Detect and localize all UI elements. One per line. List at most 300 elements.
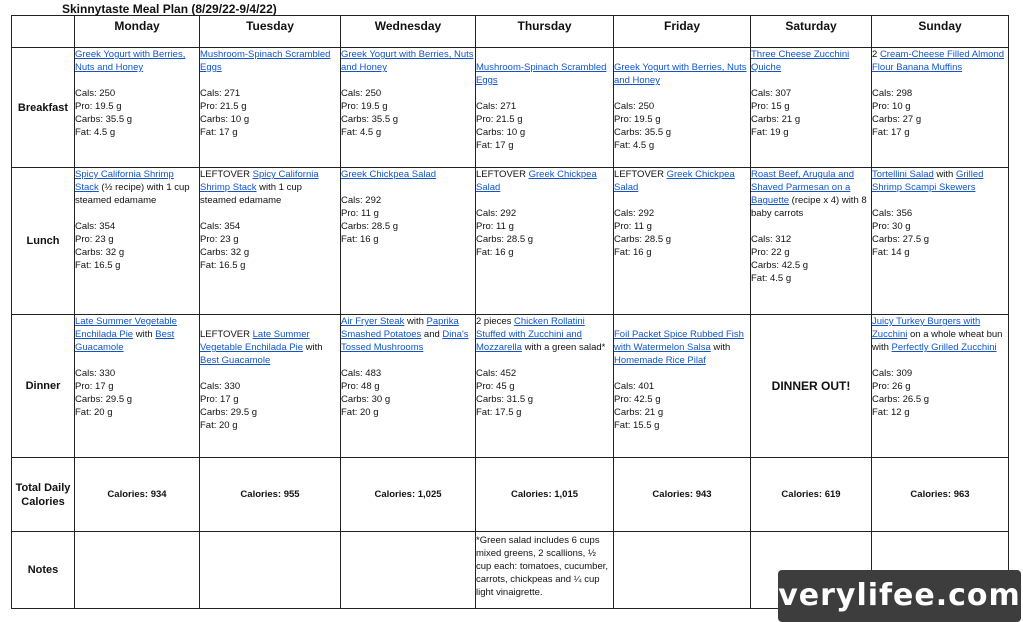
spacer [75,207,199,220]
lunch-cell [200,168,341,315]
cell-text: Fat: 17 g [200,127,238,138]
cell-line [751,48,871,74]
daily-total: Calories: 963 [872,458,1009,532]
breakfast-cell [200,48,341,168]
cell-line [200,259,340,272]
cell-text: Carbs: 29.5 g [75,394,133,405]
cell-text: Pro: 26 g [872,381,911,392]
lunch-cell [75,168,200,315]
recipe-link[interactable]: Roast Beef, Arugula and Shaved Parmesan on a Baguette [751,169,854,206]
cell-line [341,220,475,233]
breakfast-cell [614,48,751,168]
daily-total: Calories: 1,025 [341,458,476,532]
cell-text: Fat: 16 g [341,234,379,245]
day-header-monday [75,16,200,48]
cell-text: Fat: 20 g [200,420,238,431]
spacer [200,367,340,380]
cell-text: Cals: 292 [614,208,655,219]
recipe-link[interactable]: Foil Packet Spice Rubbed Fish with Watermelon Salsa [614,329,744,353]
cell-text: Fat: 17.5 g [476,407,522,418]
recipe-link[interactable]: Greek Chickpea Salad [614,169,735,193]
recipe-link[interactable]: Best Guacamole [75,329,175,353]
cell-line [614,126,750,139]
cell-text: with [933,169,956,180]
recipe-link[interactable]: Tortellini Salad [872,169,934,180]
cell-line [872,126,1008,139]
recipe-link[interactable]: Grilled Shrimp Scampi Skewers [872,169,984,193]
cell-text: Carbs: 28.5 g [614,234,672,245]
cell-text: Cals: 356 [872,208,913,219]
spacer [476,87,613,100]
cell-line [872,220,1008,233]
cell-line [476,220,613,233]
cell-text: Cals: 309 [872,368,913,379]
cell-text: Cals: 250 [614,101,655,112]
recipe-link[interactable]: Air Fryer Steak [341,316,405,327]
watermark-logo: verylifee.com [778,570,1021,622]
cell-text: Pro: 21.5 g [476,114,523,125]
day-header-wednesday [341,16,476,48]
cell-text: Fat: 4.5 g [341,127,382,138]
dinner-cell [751,315,872,458]
cell-text: Cals: 250 [341,88,382,99]
cell-line [75,126,199,139]
cell-text: Pro: 21.5 g [200,101,247,112]
cell-line [872,406,1008,419]
dinner-cell [872,315,1009,458]
cell-text: Pro: 22 g [751,247,790,258]
recipe-link[interactable]: Greek Chickpea Salad [341,169,437,180]
cell-line [75,168,199,207]
page-title: Skinnytaste Meal Plan (8/29/22-9/4/22) [62,2,277,16]
cell-line [614,406,750,419]
dinner-out-label: DINNER OUT! [771,378,851,393]
cell-line [341,194,475,207]
cell-text: Carbs: 28.5 g [476,234,534,245]
spacer [341,354,475,367]
cell-line [872,393,1008,406]
day-header-tuesday [200,16,341,48]
spacer [200,315,340,328]
cell-line [75,220,199,233]
cell-line [614,233,750,246]
cell-line [614,246,750,259]
lunch-row [12,168,1009,315]
cell-line [872,246,1008,259]
breakfast-cell [872,48,1009,168]
cell-line [751,87,871,100]
cell-line [200,393,340,406]
recipe-link[interactable]: Late Summer Vegetable Enchilada Pie [200,329,310,353]
cell-line [200,328,340,367]
day-label: Tuesday [246,19,294,33]
cell-line [75,259,199,272]
cell-line [614,100,750,113]
meal-plan-table [11,15,1009,609]
cell-line [872,367,1008,380]
recipe-link[interactable]: Chicken Rollatini Stuffed with Zucchini and Mozzarella [476,316,585,353]
cell-text: Fat: 20 g [341,407,379,418]
recipe-link[interactable]: Dina's Tossed Mushrooms [341,329,469,353]
cell-line [614,207,750,220]
cell-line [341,87,475,100]
cell-text: with [133,329,156,340]
cell-text: Carbs: 35.5 g [614,127,672,138]
spacer [614,194,750,207]
spacer [872,354,1008,367]
note-cell [341,532,476,609]
cell-text: Pro: 48 g [341,381,380,392]
row-label-lunch: Lunch [12,168,75,315]
cell-line [751,259,871,272]
cell-text: Carbs: 32 g [200,247,250,258]
cell-line [476,233,613,246]
cell-text: Carbs: 27 g [872,114,922,125]
cell-text: Pro: 19.5 g [614,114,661,125]
cell-line [751,100,871,113]
recipe-link[interactable]: Three Cheese Zucchini Quiche [751,49,850,73]
breakfast-cell [75,48,200,168]
cell-text: Pro: 30 g [872,221,911,232]
cell-line [476,207,613,220]
cell-text: Cals: 250 [75,88,116,99]
spacer [200,207,340,220]
cell-line [75,246,199,259]
cell-text: Carbs: 28.5 g [341,221,399,232]
cell-text: Pro: 11 g [614,221,652,232]
cell-line [476,61,613,87]
cell-text: and [421,329,443,340]
row-label-total: Total Daily Calories [12,458,75,532]
cell-line [872,233,1008,246]
row-label-dinner: Dinner [12,315,75,458]
day-label: Wednesday [374,19,442,33]
cell-line [75,315,199,354]
cell-line [341,113,475,126]
breakfast-cell [341,48,476,168]
dinner-cell [341,315,476,458]
spacer [751,220,871,233]
cell-line [614,220,750,233]
cell-text: Cals: 330 [200,381,241,392]
daily-total: Calories: 955 [200,458,341,532]
cell-line [341,315,475,354]
cell-text: with a green salad* [521,342,606,353]
daily-total: Calories: 619 [751,458,872,532]
recipe-link[interactable]: Mushroom-Spinach Scrambled Eggs [200,49,331,73]
recipe-link[interactable]: Greek Yogurt with Berries, Nuts and Honey [614,62,747,86]
recipe-link[interactable]: Perfectly Grilled Zucchini [891,342,997,353]
note-cell [614,532,751,609]
cell-line [872,113,1008,126]
cell-line [200,87,340,100]
cell-text: Fat: 19 g [751,127,789,138]
cell-text: with [710,342,731,353]
day-label: Monday [114,19,160,33]
cell-text: Fat: 15.5 g [614,420,660,431]
cell-text: Pro: 45 g [476,381,515,392]
recipe-link[interactable]: Paprika Smashed Potatoes [341,316,459,340]
cell-line [476,246,613,259]
cell-line [341,168,475,181]
cell-text: Carbs: 31.5 g [476,394,534,405]
cell-line [872,380,1008,393]
cell-text: Cals: 292 [476,208,517,219]
spacer [200,74,340,87]
recipe-link[interactable]: Spicy California Shrimp Stack [75,169,174,193]
cell-line [751,233,871,246]
cell-line [872,315,1008,354]
cell-line [200,113,340,126]
cell-line [751,113,871,126]
spacer [476,48,613,61]
cell-line [75,393,199,406]
cell-text: Fat: 4.5 g [75,127,116,138]
note-cell: *Green salad includes 6 cups mixed greens, 2 scallions, ½ cup each: tomatoes, cucumber, carrots, chickpeas and ¼ cup light vinaigrette. [476,532,614,609]
cell-text: Carbs: 10 g [200,114,250,125]
cell-line [476,139,613,152]
cell-text: Carbs: 35.5 g [75,114,133,125]
cell-text: Cals: 307 [751,88,792,99]
cell-text: Fat: 16.5 g [200,260,246,271]
cell-text: with [404,316,427,327]
day-label: Friday [663,19,700,33]
cell-text: Carbs: 30 g [341,394,391,405]
cell-line [614,380,750,393]
cell-text: Carbs: 27.5 g [872,234,930,245]
cell-text: Carbs: 21 g [751,114,801,125]
cell-line [614,168,750,194]
cell-text: Pro: 15 g [751,101,790,112]
cell-line [341,393,475,406]
breakfast-cell [476,48,614,168]
spacer [614,367,750,380]
cell-line [476,367,613,380]
recipe-link[interactable]: Late Summer Vegetable Enchilada Pie [75,316,177,340]
cell-line [200,406,340,419]
spacer [341,181,475,194]
cell-line [872,100,1008,113]
recipe-link[interactable]: Best Guacamole [200,355,271,366]
recipe-link[interactable]: Greek Yogurt with Berries, Nuts and Honey [341,49,474,73]
cell-line [341,380,475,393]
cell-text: Carbs: 10 g [476,127,526,138]
cell-text: Carbs: 32 g [75,247,125,258]
cell-text: Carbs: 21 g [614,407,664,418]
cell-text: Fat: 16 g [614,247,652,258]
cell-text: Pro: 23 g [200,234,239,245]
cell-line [200,48,340,74]
cell-line [75,87,199,100]
cell-text: Cals: 271 [200,88,241,99]
lunch-cell [872,168,1009,315]
cell-line [476,406,613,419]
daily-total: Calories: 934 [75,458,200,532]
cell-line [872,48,1008,74]
lunch-cell [476,168,614,315]
cell-text: Cals: 483 [341,368,382,379]
day-header-sunday [872,16,1009,48]
day-label: Thursday [517,19,572,33]
spacer [476,194,613,207]
cell-text: Carbs: 29.5 g [200,407,258,418]
cell-text: Carbs: 42.5 g [751,260,809,271]
cell-text: Fat: 4.5 g [614,140,655,151]
cell-text: Fat: 17 g [872,127,910,138]
note-cell [75,532,200,609]
cell-text: Fat: 4.5 g [751,273,792,284]
cell-text: LEFTOVER [476,169,529,180]
cell-text: Cals: 298 [872,88,913,99]
cell-line [476,100,613,113]
cell-line [341,207,475,220]
dinner-cell [200,315,341,458]
cell-text: Cals: 271 [476,101,517,112]
cell-line [341,100,475,113]
cell-line [751,126,871,139]
spacer [75,354,199,367]
dinner-cell [75,315,200,458]
cell-line [614,328,750,367]
day-header-friday [614,16,751,48]
cell-text: Cals: 354 [75,221,116,232]
cell-text: (½ recipe) with 1 cup steamed edamame [75,182,190,206]
breakfast-row [12,48,1009,168]
cell-text: Cals: 401 [614,381,655,392]
recipe-link[interactable]: Mushroom-Spinach Scrambled Eggs [476,62,607,86]
cell-text: (recipe x 4) with 8 baby carrots [751,195,867,219]
recipe-link[interactable]: Spicy California Shrimp Stack [200,169,319,193]
cell-line [872,87,1008,100]
cell-text: Pro: 19.5 g [341,101,388,112]
day-label: Sunday [918,19,962,33]
cell-text: Cals: 292 [341,195,382,206]
cell-line [751,246,871,259]
cell-line [476,126,613,139]
cell-text: Carbs: 26.5 g [872,394,930,405]
recipe-link[interactable]: Greek Yogurt with Berries, Nuts and Honey [75,49,186,73]
day-label: Saturday [785,19,837,33]
dinner-row [12,315,1009,458]
recipe-link[interactable]: Cream-Cheese Filled Almond Flour Banana Muffins [872,49,1005,73]
recipe-link[interactable]: Homemade Rice Pilaf [614,355,706,366]
cell-text: 2 pieces [476,316,515,327]
cell-text: with [303,342,323,353]
cell-line [75,380,199,393]
cell-line [614,419,750,432]
cell-line [75,367,199,380]
cell-text: Fat: 16.5 g [75,260,121,271]
daily-total: Calories: 943 [614,458,751,532]
total-calories-row [12,458,1009,532]
cell-text: on a whole wheat bun with [872,329,1003,353]
cell-text: Pro: 42.5 g [614,394,661,405]
recipe-link[interactable]: Greek Chickpea Salad [476,169,597,193]
cell-line [75,113,199,126]
cell-text: 2 [872,49,880,60]
cell-line [200,419,340,432]
cell-line [341,367,475,380]
cell-text: Cals: 330 [75,368,116,379]
recipe-link[interactable]: Juicy Turkey Burgers with Zucchini [872,316,981,340]
cell-line [75,406,199,419]
note-cell [200,532,341,609]
cell-text: Fat: 17 g [476,140,514,151]
cell-line [341,126,475,139]
cell-line [75,233,199,246]
cell-line [614,393,750,406]
lunch-cell [614,168,751,315]
cell-line [341,233,475,246]
cell-text: Cals: 452 [476,368,517,379]
day-header-saturday [751,16,872,48]
cell-line [872,207,1008,220]
cell-line [200,233,340,246]
cell-line [200,100,340,113]
cell-line [200,380,340,393]
cell-text: Pro: 19.5 g [75,101,122,112]
cell-text: LEFTOVER [614,169,667,180]
cell-text: Cals: 354 [200,221,241,232]
dinner-cell [614,315,751,458]
spacer [476,354,613,367]
day-header-thursday [476,16,614,48]
cell-line [614,61,750,87]
cell-line [614,139,750,152]
spacer [872,74,1008,87]
cell-text: Pro: 23 g [75,234,114,245]
cell-line [476,168,613,194]
cell-line [872,168,1008,194]
cell-text: LEFTOVER [200,329,253,340]
lunch-cell [341,168,476,315]
cell-line [614,113,750,126]
spacer [614,48,750,61]
cell-line [476,380,613,393]
spacer [872,194,1008,207]
cell-line [75,48,199,74]
cell-line [476,315,613,354]
cell-text: Pro: 11 g [341,208,379,219]
corner-cell [12,16,75,48]
cell-line [75,100,199,113]
spacer [614,87,750,100]
cell-text: Fat: 12 g [872,407,910,418]
cell-text: Pro: 17 g [200,394,239,405]
daily-total: Calories: 1,015 [476,458,614,532]
cell-text: Pro: 10 g [872,101,911,112]
cell-line [200,168,340,207]
cell-line [200,126,340,139]
spacer [614,315,750,328]
breakfast-cell [751,48,872,168]
row-label-breakfast: Breakfast [12,48,75,168]
spacer [341,74,475,87]
header-row [12,16,1009,48]
cell-text: Fat: 16 g [476,247,514,258]
cell-text: Fat: 14 g [872,247,910,258]
cell-line [751,168,871,220]
cell-text: Fat: 20 g [75,407,113,418]
spacer [751,74,871,87]
cell-line [476,393,613,406]
row-label-notes: Notes [12,532,75,609]
lunch-cell [751,168,872,315]
cell-line [200,246,340,259]
cell-text: LEFTOVER [200,169,253,180]
cell-line [341,48,475,74]
spacer [75,74,199,87]
